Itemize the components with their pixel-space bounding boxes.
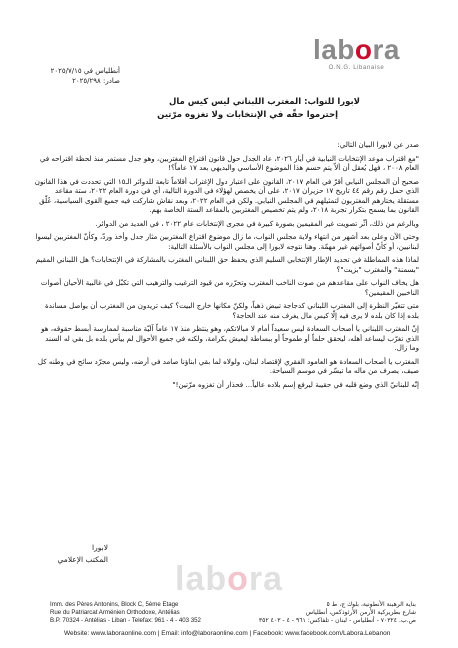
footer-line: بناية الرهبنة الأنطونية، بلوك ج، ط ٥ (326, 601, 416, 608)
body-question: لماذا هذه المماطلة في تحديد الإطار الإنتخابي السليم الذي يحفظ حق اللبناني المغترب بالمشاركة في الإنتخابات؟ هل اللبناني المقيم "بسمنة" والمغترب "بزيت"؟ (35, 255, 419, 274)
logo-part-left: lab (312, 34, 355, 65)
document-number: صادر: ٢٠٢٥/٢٩٨ (72, 77, 120, 85)
logo-subtitle: O.N.G. Libanaise (328, 65, 385, 71)
footer-contact-bar: Website: www.laboraonline.com | Email: info@laboraonline.com | Facebook: www.facebook.com/Labora.Lebanon (64, 630, 391, 637)
heading-title: إحترموا حقّه في الإنتخابات ولا تغزوه مرّتين (157, 110, 338, 120)
footer-line: شارع بطريركية الأرمن الأرثوذكس، أنطلياس (305, 609, 416, 616)
body-paragraph: وحتى الآن وعلى بعد أشهر من انتهاء ولاية مجلس النواب، ما زال موضوع اقتراع المغتربين مثار جدل وأخذ وردّ، وكأنّ المغتربين ليسوا لبنانيين، أو كأنّ أصواتهم غير مهمّة. وهنا نتوجه لابورا إلى مجلس النواب بالأسئلة التالية: (35, 232, 419, 251)
body-paragraph: إنّ المغترب اللبناني يا أصحاب السعادة ليس سعيداً أمام لا مبالاتكم، وهو ينتظر منذ ١٧ عاماً آليّة مناسبة لممارسة أبسط حقوقه، هو الذي تغرّب ليساعد أهله، ليحقق حلماً أو طموحاً أو ببساطة ليعيش بكرامة، ولكنه في جميع الأحوال لم ييأس بلده بل بقي له السند وما زال. (41, 324, 419, 352)
logo-part-right: ra (372, 34, 400, 65)
signature-office: المكتب الإعلامي (57, 555, 108, 564)
labora-watermark (175, 560, 283, 599)
body-question: متى تتغيّر النظرة إلى المغترب اللبناني كدجاجة تبيض ذهباً، ولكنّ مكانها خارج البيت؟ كيف تريدون من المغترب أن يواصل مساندة بلده إذا كان بلده لا يرى فيه إلّا كيس مال يغرف منه عند الحاجة؟ (45, 301, 419, 320)
watermark-accent: o (227, 560, 249, 598)
logo-wordmark (313, 36, 400, 64)
document-heading (150, 96, 360, 122)
footer-line: B.P. 70324 - Antélias - Liban - Telefax: 961 - 4 - 403 352 (50, 617, 201, 624)
watermark-left: lab (175, 560, 228, 598)
heading-recipient: لابورا للنواب: المغترب اللبناني ليس كيس مال (168, 97, 360, 107)
footer-address-latin (50, 601, 201, 625)
body-paragraph: المغترب يا أصحاب السعادة هو العامود الفقري لإقتصاد لبنان، ولولاه لما بقي ابناؤنا صامد في أرضه، وليس مجرّد سائح في وطنه كل صيف، يصرف من ماله ما تيسّر في موسم السياحة. (37, 356, 419, 375)
body-paragraph: صحيح أن المجلس النيابي أقرّ في العام ٢٠١٧، القانون على اعتبار دول الإغتراب أقلاماً تابعة للدوائر الـ١٥ التي تحددت في هذا القانون الذي حمل رقم رقم ٤٤ تاريخ ١٧ حزيران ٢٠١٧، على أن يخصص لهؤلاء في الدورة التالية، أي في دورة العام ٢٠٢٢، ستة مقاعد مستقلة يختارهم المغتربون لتمثيلهم في المجلس النيابي. ولكن في العام ٢٠٢٢، وبعد نقاش شاركت فيه جميع القوى السياسية، عُلّق القانون بما يسمح بتكرار تجربة ٢٠١٨، ولم يتم تخصيص المغتربين بالمقاعد الستة الخاصة بهم. (34, 176, 419, 214)
logo-part-accent: o (354, 34, 373, 65)
body-intro: صدر عن لابورا البيان التالي: (337, 140, 419, 149)
body-paragraph: "مع اقتراب موعد الإنتخابات النيابية في أيار ٢٠٢٦، عاد الجدل حول قانون اقتراع المغتربين، وهو جدل مستمر منذ لحظة اقتراحه في العام ٢٠٠٨ ، فهل يُعقل أن ألاّ يتم حسم هذا الموضوع الأساسي والبديهي بعد ١٧ عاماً؟! (39, 153, 419, 172)
body-closing: إنّه للبنانيّ الذي وضع قلبه في حقيبة ليرفع إسم بلاده عالياً... فحذار أن تغزوه مرّتين!" (172, 379, 419, 389)
footer-address-arabic (259, 601, 416, 625)
body-question: هل يخاف النواب على مقاعدهم من صوت الناخب المغترب وتحرّره من قيود الترغيب والترهيب التي تكبّل في غالبية الأحيان أصوات الناخبين المقيمين؟ (40, 278, 419, 297)
footer-line: Imm. des Pères Antonins, Block C, 5ème Etage (50, 601, 179, 608)
labora-logo (313, 36, 400, 71)
body-paragraph: وبالرغم من ذلك، أثّر تصويت غير المقيمين بصورة كبيرة في مجرى الإنتخابات عام ٢٠٢٢ ، في العديد من الدوائر. (95, 218, 419, 228)
footer-line: ص.ب. ٧٠٣٢٤ - أنطلياس - لبنان - تلفاكس: ٩٦١ - ٤ - ٤٠٣ ٣٥٢ (258, 617, 416, 624)
document-meta (50, 66, 120, 86)
watermark-right: ra (248, 560, 284, 598)
document-date: أنطلياس في ٢٠٢٥/٧/١٥ (50, 67, 120, 75)
document-body (34, 140, 419, 393)
signature-org: لابورا (92, 543, 108, 552)
footer-line: Rue du Patriarcat Arménien Orthodoxe, Antélias (50, 609, 180, 616)
